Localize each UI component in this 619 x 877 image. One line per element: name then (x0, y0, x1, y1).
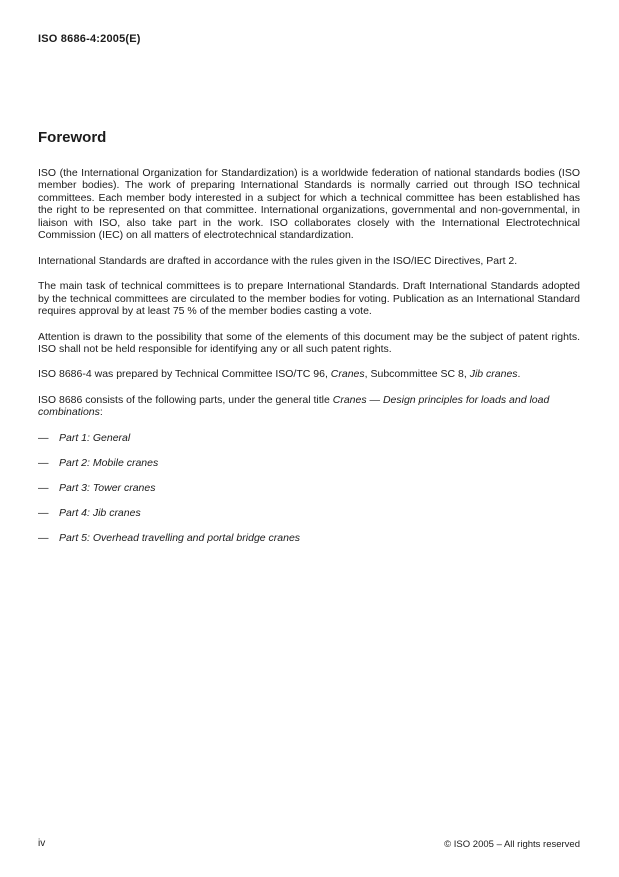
committee-title-cranes: Cranes (330, 368, 365, 381)
paragraph-iso-federation: ISO (the International Organization for Standardization) is a worldwide federation of national standards bodies (ISO member bodies). The work of preparing International Standards is normally carried out through ISO technical committees. Each member body interested in a subject for which a technical committee has been established has the right to be represented on that committee. International organizations, governmental and non-governmental, in liaison with ISO, also take part in the work. ISO collaborates closely with the International Electrotechnical Commission (IEC) on all matters of electrotechnical standardization. (38, 167, 580, 242)
doc-number-header: ISO 8686-4:2005(E) (38, 33, 141, 45)
list-item (38, 532, 580, 544)
dash-bullet: — (38, 531, 49, 544)
subcommittee-title-jib-cranes: Jib cranes (469, 368, 518, 381)
dash-bullet: — (38, 456, 49, 469)
consists-of-text: ISO 8686 consists of the following parts, under the general title (38, 393, 333, 406)
part-title: Part 3: Tower cranes (59, 481, 156, 494)
foreword-title: Foreword (38, 129, 107, 146)
paragraph-consists-of (38, 394, 580, 419)
copyright-notice: © ISO 2005 – All rights reserved (444, 839, 580, 850)
list-item (38, 432, 580, 444)
prepared-by-text: . (517, 368, 521, 381)
dash-bullet: — (38, 431, 49, 444)
prepared-by-text: , Subcommittee SC 8, (364, 368, 470, 381)
dash-bullet: — (38, 481, 49, 494)
prepared-by-text: ISO 8686-4 was prepared by Technical Committee ISO/TC 96, (38, 368, 331, 381)
part-title: Part 2: Mobile cranes (59, 456, 159, 469)
consists-of-text: : (99, 406, 103, 419)
part-title: Part 5: Overhead travelling and portal bridge cranes (59, 531, 301, 544)
general-title: Cranes — Design principles for loads and load combinations (38, 393, 550, 419)
paragraph-prepared-by (38, 368, 580, 380)
dash-bullet: — (38, 506, 49, 519)
parts-list (38, 432, 580, 545)
page-number: iv (38, 838, 46, 849)
part-title: Part 1: General (59, 431, 131, 444)
list-item (38, 482, 580, 494)
list-item (38, 507, 580, 519)
list-item (38, 457, 580, 469)
part-title: Part 4: Jib cranes (59, 506, 141, 519)
paragraph-patent-rights: Attention is drawn to the possibility that some of the elements of this document may be the subject of patent rights. ISO shall not be held responsible for identifying any or all such patent rights. (38, 330, 580, 355)
paragraph-main-task: The main task of technical committees is to prepare International Standards. Draft International Standards adopted by the technical committees are circulated to the member bodies for voting. Publication as an International Standard requires approval by at least 75 % of the member bodies casting a vote. (38, 280, 580, 318)
foreword-section (38, 130, 580, 557)
paragraph-directives: International Standards are drafted in accordance with the rules given in the ISO/IEC Directives, Part 2. (38, 254, 518, 267)
